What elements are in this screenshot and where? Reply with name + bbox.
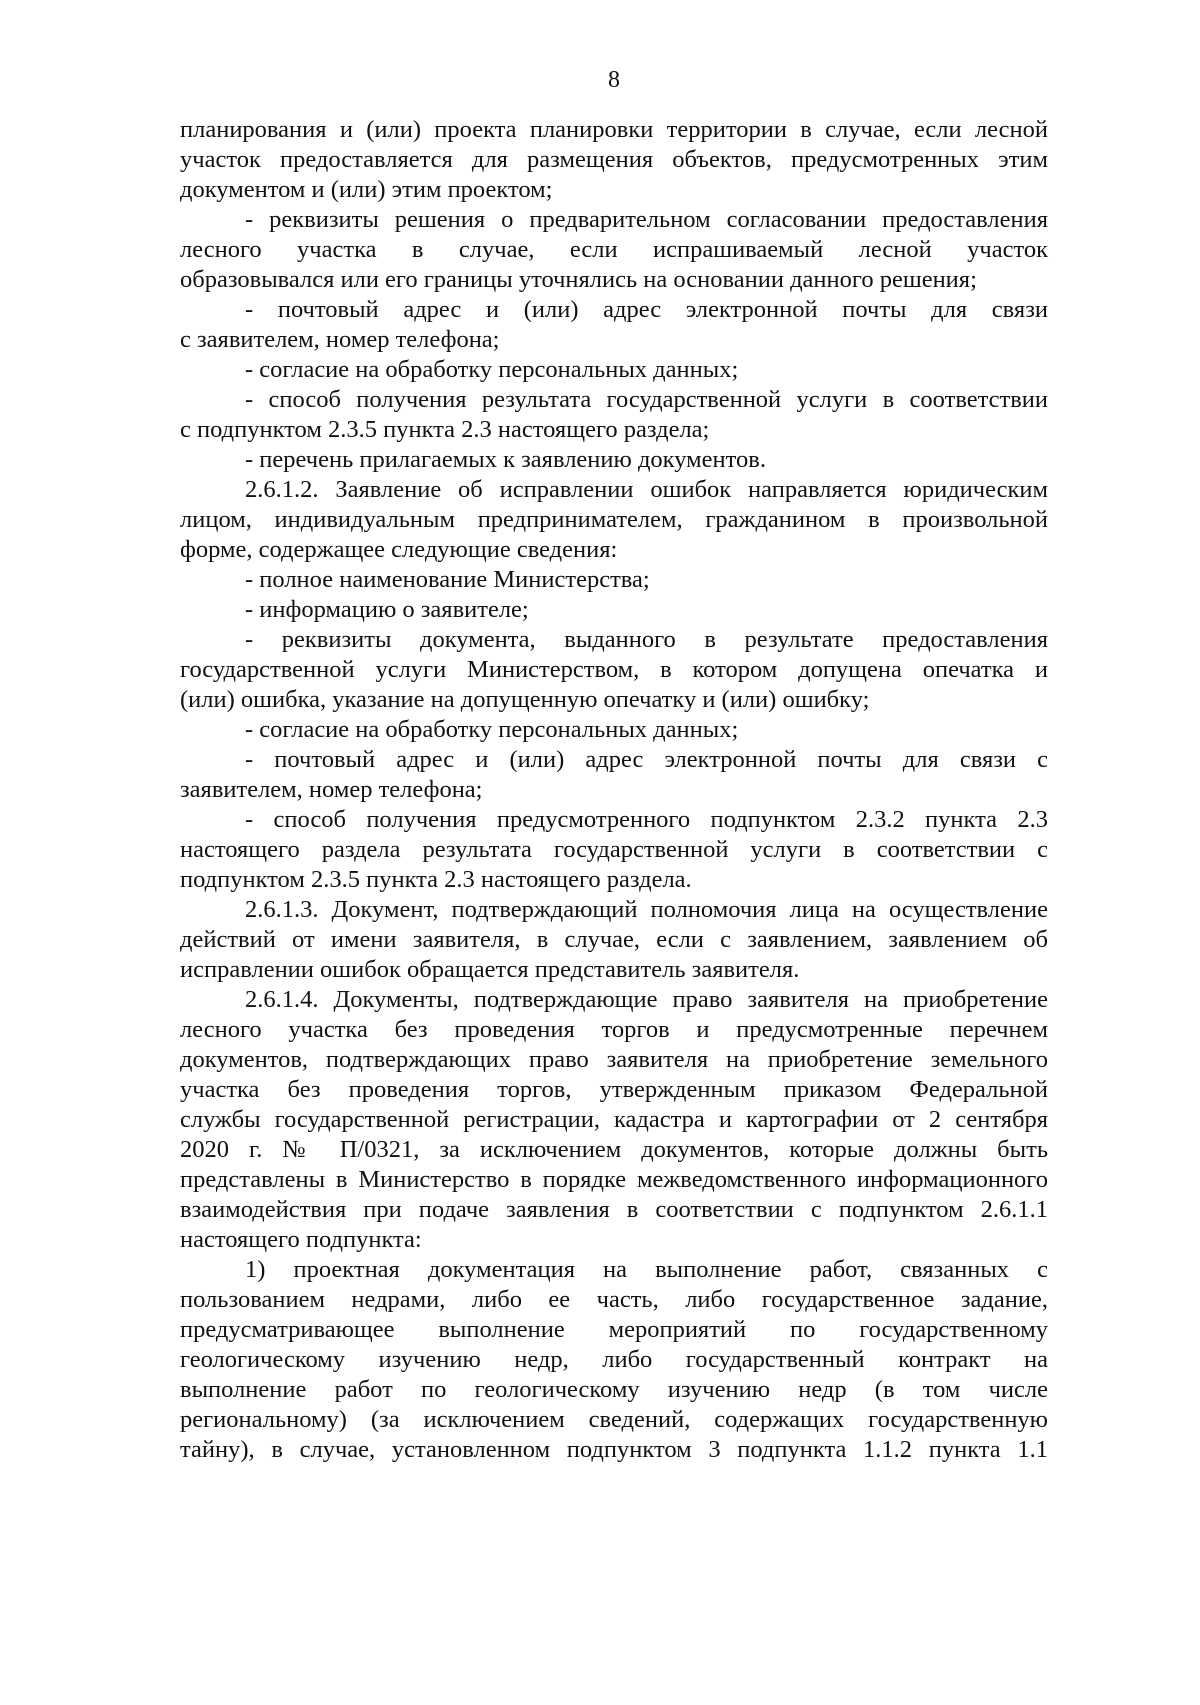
text-line: настоящего раздела результата государственной услуги в соответствии с xyxy=(180,836,1048,863)
text-line: участка без проведения торгов, утвержденным приказом Федеральной xyxy=(180,1076,1048,1103)
list-item xyxy=(180,595,1048,625)
text-line: - перечень прилагаемых к заявлению документов. xyxy=(245,446,766,473)
text-line: лицом, индивидуальным предпринимателем, гражданином в произвольной xyxy=(180,506,1048,533)
document-body xyxy=(180,115,1048,1465)
text-line: - полное наименование Министерства; xyxy=(245,566,650,593)
text-line: службы государственной регистрации, кадастра и картографии от 2 сентября xyxy=(180,1106,1048,1133)
text-line: - согласие на обработку персональных данных; xyxy=(245,716,739,743)
text-line: документов, подтверждающих право заявителя на приобретение земельного xyxy=(180,1046,1048,1073)
text-line: с заявителем, номер телефона; xyxy=(180,326,500,353)
text-line: региональному) (за исключением сведений, содержащих государственную xyxy=(180,1406,1048,1433)
text-line: - информацию о заявителе; xyxy=(245,596,529,623)
list-item xyxy=(180,805,1048,895)
text-line: представлены в Министерство в порядке межведомственного информационного xyxy=(180,1166,1048,1193)
paragraph xyxy=(180,115,1048,205)
section-paragraph xyxy=(180,985,1048,1255)
text-line: 1) проектная документация на выполнение работ, связанных с xyxy=(245,1256,1048,1283)
text-line: - способ получения предусмотренного подпунктом 2.3.2 пункта 2.3 xyxy=(245,806,1048,833)
text-line: заявителем, номер телефона; xyxy=(180,776,483,803)
text-line: - согласие на обработку персональных данных; xyxy=(245,356,739,383)
text-line: 2020 г. № П/0321, за исключением документов, которые должны быть xyxy=(180,1136,1048,1163)
text-line: 2.6.1.4. Документы, подтверждающие право заявителя на приобретение xyxy=(245,986,1048,1013)
list-item xyxy=(180,565,1048,595)
list-item xyxy=(180,295,1048,355)
numbered-item xyxy=(180,1255,1048,1465)
text-line: 2.6.1.3. Документ, подтверждающий полномочия лица на осуществление xyxy=(245,896,1048,923)
page-number: 8 xyxy=(608,67,620,93)
text-line: планирования и (или) проекта планировки территории в случае, если лесной xyxy=(180,116,1048,143)
text-line: тайну), в случае, установленном подпунктом 3 подпункта 1.1.2 пункта 1.1 xyxy=(180,1436,1048,1463)
text-line: образовывался или его границы уточнялись на основании данного решения; xyxy=(180,266,977,293)
list-item xyxy=(180,715,1048,745)
text-line: подпунктом 2.3.5 пункта 2.3 настоящего раздела. xyxy=(180,866,692,893)
list-item xyxy=(180,205,1048,295)
text-line: форме, содержащее следующие сведения: xyxy=(180,536,618,563)
list-item xyxy=(180,745,1048,805)
list-item xyxy=(180,445,1048,475)
text-line: документом и (или) этим проектом; xyxy=(180,176,553,203)
text-line: с подпунктом 2.3.5 пункта 2.3 настоящего раздела; xyxy=(180,416,710,443)
list-item xyxy=(180,625,1048,715)
text-line: - реквизиты решения о предварительном согласовании предоставления xyxy=(245,206,1048,233)
text-line: пользованием недрами, либо ее часть, либо государственное задание, xyxy=(180,1286,1048,1313)
section-paragraph xyxy=(180,475,1048,565)
list-item xyxy=(180,355,1048,385)
text-line: исправлении ошибок обращается представитель заявителя. xyxy=(180,956,800,983)
text-line: участок предоставляется для размещения объектов, предусмотренных этим xyxy=(180,146,1048,173)
section-paragraph xyxy=(180,895,1048,985)
text-line: взаимодействия при подаче заявления в соответствии с подпунктом 2.6.1.1 xyxy=(180,1196,1048,1223)
text-line: (или) ошибка, указание на допущенную опечатку и (или) ошибку; xyxy=(180,686,870,713)
text-line: - почтовый адрес и (или) адрес электронной почты для связи xyxy=(245,296,1048,323)
text-line: государственной услуги Министерством, в котором допущена опечатка и xyxy=(180,656,1048,683)
text-line: - реквизиты документа, выданного в результате предоставления xyxy=(245,626,1048,653)
list-item xyxy=(180,385,1048,445)
text-line: выполнение работ по геологическому изучению недр (в том числе xyxy=(180,1376,1048,1403)
text-line: настоящего подпункта: xyxy=(180,1226,422,1253)
text-line: действий от имени заявителя, в случае, если с заявлением, заявлением об xyxy=(180,926,1048,953)
text-line: лесного участка без проведения торгов и предусмотренные перечнем xyxy=(180,1016,1048,1043)
text-line: лесного участка в случае, если испрашиваемый лесной участок xyxy=(180,236,1048,263)
text-line: 2.6.1.2. Заявление об исправлении ошибок направляется юридическим xyxy=(245,476,1048,503)
text-line: - способ получения результата государственной услуги в соответствии xyxy=(245,386,1048,413)
text-line: геологическому изучению недр, либо государственный контракт на xyxy=(180,1346,1048,1373)
text-line: - почтовый адрес и (или) адрес электронной почты для связи с xyxy=(245,746,1048,773)
text-line: предусматривающее выполнение мероприятий по государственному xyxy=(180,1316,1048,1343)
